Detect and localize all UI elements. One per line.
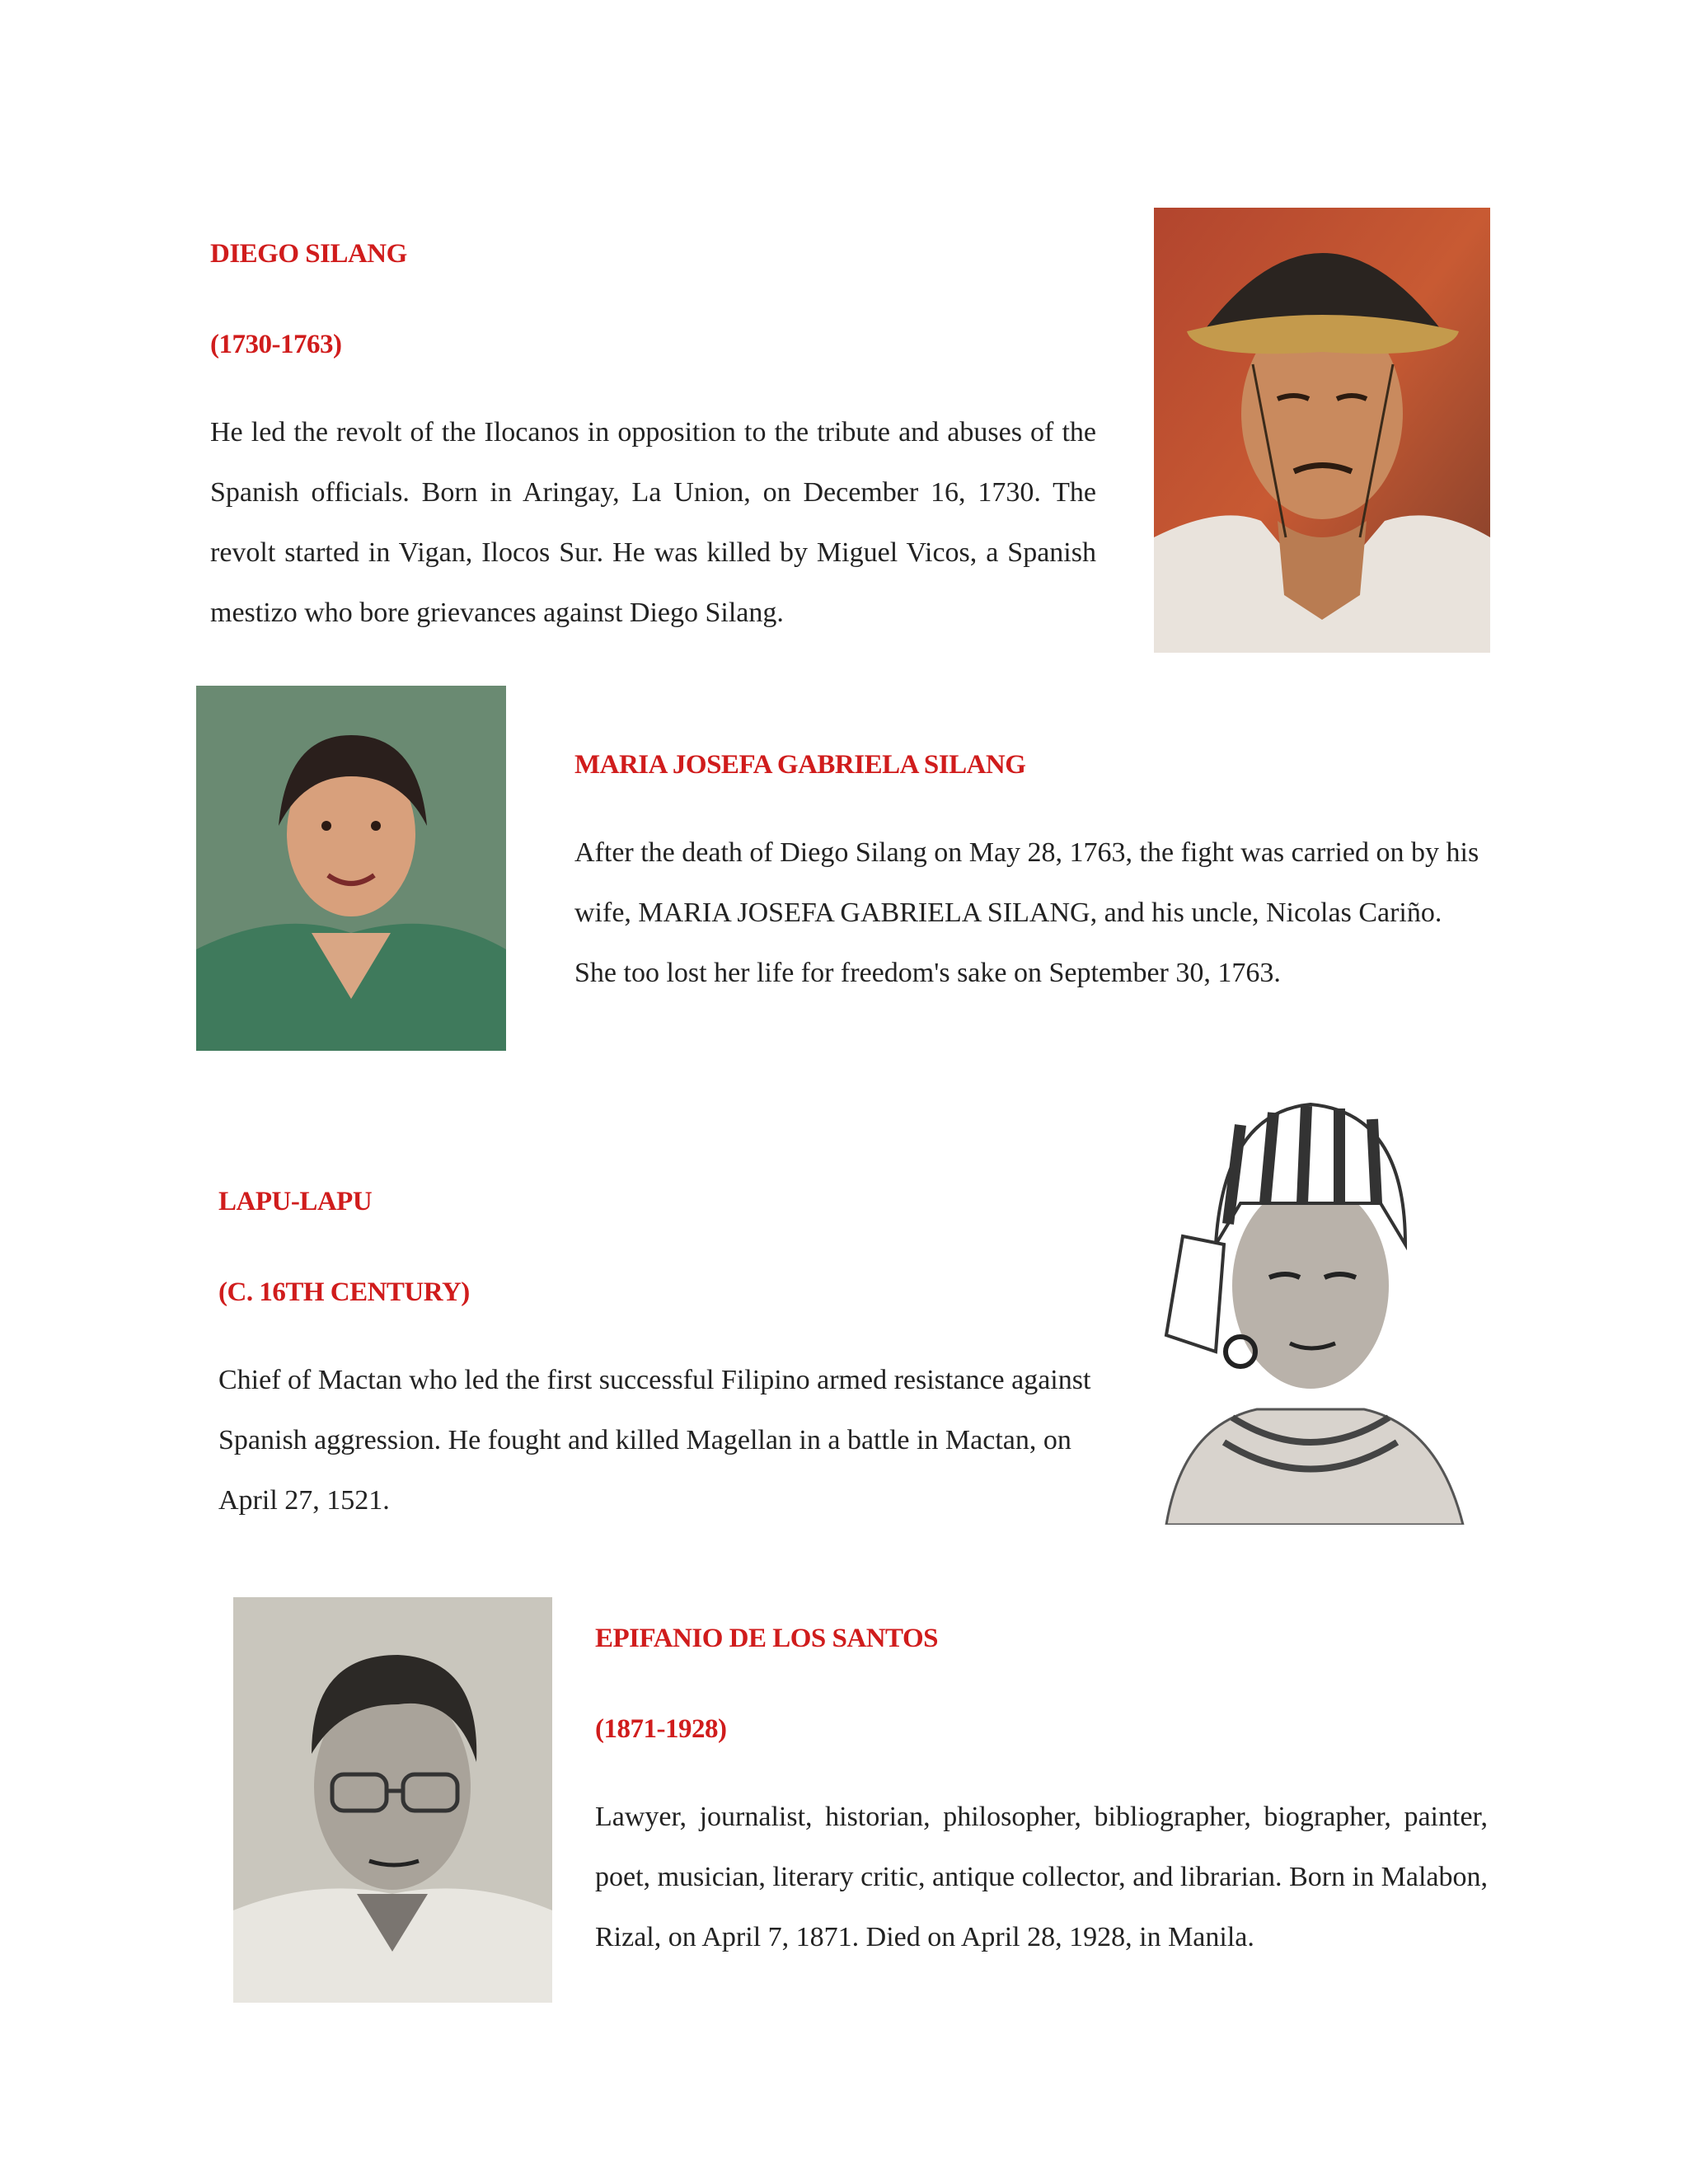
section-title: MARIA JOSEFA GABRIELA SILANG: [574, 750, 1026, 780]
section-diego-silang: [210, 237, 1096, 643]
section-gabriela-silang: [574, 748, 1481, 1003]
portrait-lapu-lapu: [1133, 1080, 1488, 1525]
section-lapu-lapu: [218, 1185, 1104, 1530]
section-body: Lawyer, journalist, historian, philosopher, bibliographer, biographer, painter, poet, musician, literary critic, antique collector, and librarian. Born in Malabon, Rizal, on April 7, 1871. Died on April 28, 1928, in Manila.: [595, 1802, 1488, 1952]
portrait-epifanio-de-los-santos: [233, 1597, 552, 2003]
section-dates: (1871-1928): [595, 1714, 727, 1744]
section-body: Chief of Mactan who led the first successful Filipino armed resistance against Spanish aggression. He fought and killed Magellan in a battle in Mactan, on April 27, 1521.: [218, 1365, 1091, 1516]
section-title: DIEGO SILANG: [210, 239, 407, 269]
portrait-diego-silang: [1154, 208, 1490, 653]
section-body: After the death of Diego Silang on May 28, 1763, the fight was carried on by his wife, MARIA JOSEFA GABRIELA SILANG, and his uncle, Nicolas Cariño. She too lost her life for freedom's sake on September 30, 1763.: [574, 837, 1479, 988]
section-body: He led the revolt of the Ilocanos in opposition to the tribute and abuses of the Spanish officials. Born in Aringay, La Union, on December 16, 1730. The revolt started in Vigan, Ilocos Sur. He was killed by Miguel Vicos, a Spanish mestizo who bore grievances against Diego Silang.: [210, 417, 1096, 628]
section-title: LAPU-LAPU: [218, 1187, 373, 1216]
portrait-gabriela-silang: [196, 686, 506, 1051]
section-epifanio-de-los-santos: [595, 1622, 1488, 1967]
section-dates: (1730-1763): [210, 330, 342, 359]
section-title: EPIFANIO DE LOS SANTOS: [595, 1624, 938, 1653]
section-dates: (C. 16TH CENTURY): [218, 1277, 470, 1307]
